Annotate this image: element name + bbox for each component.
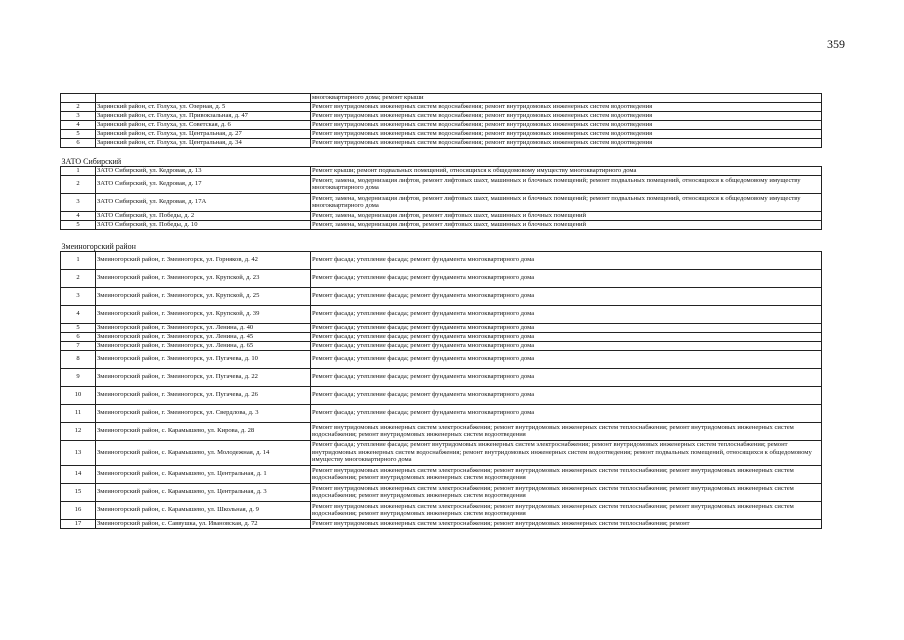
row-address: Заринский район, ст. Голуха, ул. Советская, д. 6 — [96, 120, 311, 129]
row-work: Ремонт, замена, модернизация лифтов, ремонт лифтовых шахт, машинных и блочных помещений — [311, 220, 822, 229]
row-address: Змеиногорский район, с. Карамышево, ул. Центральная, д. 3 — [96, 483, 311, 501]
section-header — [61, 147, 822, 166]
row-work: Ремонт внутридомовых инженерных систем электроснабжения; ремонт внутридомовых инженерных систем теплоснабжения; ремонт внутридомовых инженерных систем водоснабжения; ремонт внутридомовых инженерных систем водоотведения — [311, 465, 822, 483]
row-address: ЗАТО Сибирский, ул. Кедровая, д. 17 — [96, 175, 311, 193]
table-row — [61, 193, 822, 211]
table-row — [61, 129, 822, 138]
row-address: Змеиногорский район, с. Карамышево, ул. Кирова, д. 28 — [96, 422, 311, 440]
section-header — [61, 229, 822, 251]
row-number: 2 — [61, 102, 96, 111]
row-work: Ремонт фасада; утепление фасада; ремонт фундамента многоквартирного дома — [311, 323, 822, 332]
row-work: Ремонт фасада; утепление фасада; ремонт фундамента многоквартирного дома — [311, 287, 822, 305]
row-work: Ремонт фасада; утепление фасада; ремонт фундамента многоквартирного дома — [311, 332, 822, 341]
row-number: 10 — [61, 386, 96, 404]
row-work: Ремонт, замена, модернизация лифтов, ремонт лифтовых шахт, машинных и блочных помещений; ремонт подвальных помещений, относящихся к общедомовому имуществу многоквартирного дома — [311, 193, 822, 211]
row-address: Змеиногорский район, с. Карамышево, ул. Молодежная, д. 14 — [96, 440, 311, 465]
row-number: 5 — [61, 220, 96, 229]
row-address: Змеиногорский район, г. Змеиногорск, ул. Пугачева, д. 26 — [96, 386, 311, 404]
row-address: Змеиногорский район, г. Змеиногорск, ул. Свердлова, д. 3 — [96, 404, 311, 422]
row-work: Ремонт фасада; утепление фасада; ремонт фундамента многоквартирного дома — [311, 305, 822, 323]
row-address: Змеиногорский район, г. Змеиногорск, ул. Ленина, д. 65 — [96, 341, 311, 350]
table-row — [61, 332, 822, 341]
table-row — [61, 483, 822, 501]
capital-repair-table — [60, 93, 822, 529]
row-work: Ремонт внутридомовых инженерных систем электроснабжения; ремонт внутридомовых инженерных систем теплоснабжения; ремонт внутридомовых инженерных систем водоснабжения; ремонт внутридомовых инженерных систем водоотведения — [311, 501, 822, 519]
section-title: ЗАТО Сибирский — [61, 147, 822, 166]
row-work: Ремонт фасада; утепление фасада; ремонт фундамента многоквартирного дома — [311, 386, 822, 404]
row-number: 11 — [61, 404, 96, 422]
row-work: Ремонт фасада; утепление фасада; ремонт фундамента многоквартирного дома — [311, 269, 822, 287]
row-number: 4 — [61, 305, 96, 323]
row-number: 3 — [61, 287, 96, 305]
row-number: 16 — [61, 501, 96, 519]
row-number: 17 — [61, 519, 96, 528]
row-address: Заринский район, ст. Голуха, ул. Привокзальная, д. 47 — [96, 111, 311, 120]
row-number: 6 — [61, 332, 96, 341]
row-work: Ремонт внутридомовых инженерных систем водоснабжения; ремонт внутридомовых инженерных систем водоотведения — [311, 111, 822, 120]
row-address: Заринский район, ст. Голуха, ул. Озерная, д. 5 — [96, 102, 311, 111]
row-address: Змеиногорский район, г. Змеиногорск, ул. Крупской, д. 23 — [96, 269, 311, 287]
row-work: Ремонт внутридомовых инженерных систем электроснабжения; ремонт внутридомовых инженерных систем теплоснабжения; ремонт внутридомовых инженерных систем водоснабжения; ремонт внутридомовых инженерных систем водоотведения — [311, 483, 822, 501]
row-address: Змеиногорский район, г. Змеиногорск, ул. Крупской, д. 25 — [96, 287, 311, 305]
row-work: Ремонт фасада; утепление фасада; ремонт фундамента многоквартирного дома — [311, 404, 822, 422]
table-row — [61, 251, 822, 269]
row-address: ЗАТО Сибирский, ул. Кедровая, д. 17А — [96, 193, 311, 211]
row-address: Заринский район, ст. Голуха, ул. Центральная, д. 34 — [96, 138, 311, 147]
table-row — [61, 305, 822, 323]
page-number: 359 — [827, 37, 845, 51]
table-row — [61, 465, 822, 483]
row-work: Ремонт фасада; утепление фасада; ремонт фундамента многоквартирного дома — [311, 341, 822, 350]
table-row — [61, 138, 822, 147]
row-work: Ремонт фасада; утепление фасада; ремонт фундамента многоквартирного дома — [311, 251, 822, 269]
table-row — [61, 166, 822, 175]
table-row — [61, 120, 822, 129]
row-address: Змеиногорский район, с. Карамышево, ул. Школьная, д. 9 — [96, 501, 311, 519]
row-number: 13 — [61, 440, 96, 465]
row-number: 8 — [61, 350, 96, 368]
row-address: Змеиногорский район, г. Змеиногорск, ул. Пугачева, д. 22 — [96, 368, 311, 386]
row-number: 7 — [61, 341, 96, 350]
table-row — [61, 440, 822, 465]
row-address: Змеиногорский район, г. Змеиногорск, ул. Ленина, д. 45 — [96, 332, 311, 341]
table-row — [61, 368, 822, 386]
table-row — [61, 350, 822, 368]
row-address: Змеиногорский район, г. Змеиногорск, ул. Пугачева, д. 10 — [96, 350, 311, 368]
row-number: 15 — [61, 483, 96, 501]
row-address: Змеиногорский район, с. Карамышево, ул. Центральная, д. 1 — [96, 465, 311, 483]
row-address: ЗАТО Сибирский, ул. Победы, д. 10 — [96, 220, 311, 229]
table-row — [61, 341, 822, 350]
table-row — [61, 269, 822, 287]
row-number: 5 — [61, 129, 96, 138]
row-address: Змеиногорский район, г. Змеиногорск, ул. Горняков, д. 42 — [96, 251, 311, 269]
section-title: Змеиногорский район — [61, 229, 822, 251]
row-address: Змеиногорский район, с. Саввушка, ул. Ивановская, д. 72 — [96, 519, 311, 528]
row-number: 9 — [61, 368, 96, 386]
table-row — [61, 175, 822, 193]
row-number: 1 — [61, 166, 96, 175]
row-address: ЗАТО Сибирский, ул. Кедровая, д. 13 — [96, 166, 311, 175]
table-row — [61, 287, 822, 305]
table-row — [61, 386, 822, 404]
row-number: 2 — [61, 269, 96, 287]
capital-repair-table-container — [60, 93, 821, 529]
row-work: Ремонт фасада; утепление фасада; ремонт фундамента многоквартирного дома — [311, 368, 822, 386]
row-work: Ремонт внутридомовых инженерных систем электроснабжения; ремонт внутридомовых инженерных систем теплоснабжения; ремонт внутридомовых инженерных систем водоснабжения; ремонт внутридомовых инженерных систем водоотведения — [311, 422, 822, 440]
table-row — [61, 323, 822, 332]
row-work: Ремонт внутридомовых инженерных систем водоснабжения; ремонт внутридомовых инженерных систем водоотведения — [311, 102, 822, 111]
row-address: Змеиногорский район, г. Змеиногорск, ул. Ленина, д. 40 — [96, 323, 311, 332]
table-row — [61, 404, 822, 422]
row-work: Ремонт, замена, модернизация лифтов, ремонт лифтовых шахт, машинных и блочных помещений; ремонт подвальных помещений, относящихся к общедомовому имуществу многоквартирного дома — [311, 175, 822, 193]
row-number: 4 — [61, 120, 96, 129]
row-number: 6 — [61, 138, 96, 147]
row-number: 4 — [61, 211, 96, 220]
row-number: 5 — [61, 323, 96, 332]
row-work: Ремонт внутридомовых инженерных систем водоснабжения; ремонт внутридомовых инженерных систем водоотведения — [311, 129, 822, 138]
row-number: 2 — [61, 175, 96, 193]
row-work: Ремонт внутридомовых инженерных систем водоснабжения; ремонт внутридомовых инженерных систем водоотведения — [311, 120, 822, 129]
row-work: Ремонт, замена, модернизация лифтов, ремонт лифтовых шахт, машинных и блочных помещений — [311, 211, 822, 220]
row-work: Ремонт внутридомовых инженерных систем электроснабжения; ремонт внутридомовых инженерных систем теплоснабжения; ремонт — [311, 519, 822, 528]
row-number: 14 — [61, 465, 96, 483]
table-row — [61, 220, 822, 229]
table-row — [61, 422, 822, 440]
table-row — [61, 519, 822, 528]
row-work: Ремонт фасада; утепление фасада; ремонт фундамента многоквартирного дома — [311, 350, 822, 368]
table-row — [61, 102, 822, 111]
row-work: многоквартирного дома; ремонт крыши — [311, 94, 822, 103]
row-number: 1 — [61, 251, 96, 269]
row-address: ЗАТО Сибирский, ул. Победы, д. 2 — [96, 211, 311, 220]
table-row — [61, 111, 822, 120]
table-row — [61, 501, 822, 519]
table-row-continuation — [61, 94, 822, 103]
row-work: Ремонт фасада; утепление фасада; ремонт внутридомовых инженерных систем электроснабжения; ремонт внутридомовых инженерных систем теплоснабжения; ремонт внутридомовых инженерных систем водоснабжения; ремонт внутридомовых инженерных систем водоотведения; ремонт подвальных помещений, относящихся к общедомовому имуществу многоквартирного дома — [311, 440, 822, 465]
table-row — [61, 211, 822, 220]
row-address — [96, 94, 311, 103]
row-address: Заринский район, ст. Голуха, ул. Центральная, д. 27 — [96, 129, 311, 138]
row-number: 3 — [61, 193, 96, 211]
row-work: Ремонт крыши; ремонт подвальных помещений, относящихся к общедомовому имуществу многоквартирного дома — [311, 166, 822, 175]
row-address: Змеиногорский район, г. Змеиногорск, ул. Крупской, д. 39 — [96, 305, 311, 323]
row-number: 3 — [61, 111, 96, 120]
row-work: Ремонт внутридомовых инженерных систем водоснабжения; ремонт внутридомовых инженерных систем водоотведения — [311, 138, 822, 147]
row-number — [61, 94, 96, 103]
row-number: 12 — [61, 422, 96, 440]
